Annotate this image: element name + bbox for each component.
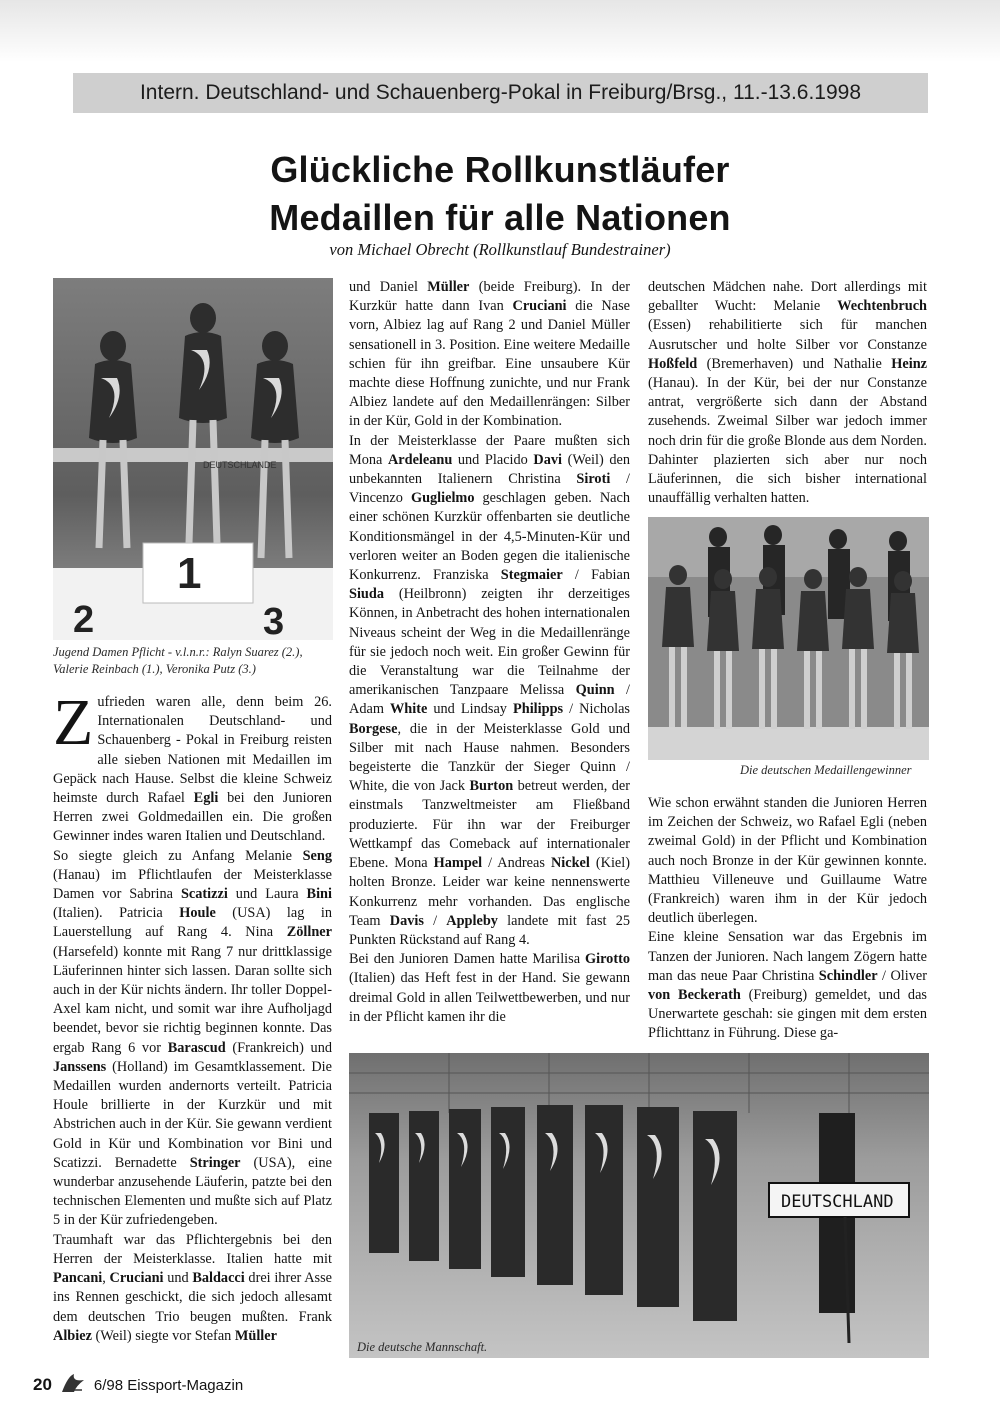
- headline-line-2: Medaillen für alle Nationen: [269, 197, 731, 238]
- article-column-3: [648, 278, 927, 508]
- podium-number-2: 2: [73, 599, 95, 640]
- page-footer: [33, 1372, 243, 1398]
- article-column-2: [349, 278, 630, 1027]
- event-banner: Intern. Deutschland- und Schauenberg-Pokal in Freiburg/Brsg., 11.-13.6.1998: [73, 73, 928, 113]
- medal-winners-photo: [648, 517, 929, 760]
- podium-caption-line-1: Jugend Damen Pflicht - v.l.n.r.: Ralyn Suarez (2.),: [53, 645, 303, 659]
- podium-number-3: 3: [263, 601, 285, 640]
- article-column-1: [53, 686, 332, 1346]
- drop-cap: Z: [53, 686, 94, 759]
- article-column-3-continued: [648, 794, 927, 1044]
- team-caption: Die deutsche Mannschaft.: [357, 1340, 488, 1354]
- team-photo: [349, 1053, 929, 1358]
- podium-caption: [53, 644, 338, 678]
- podium-caption-line-2: Valerie Reinbach (1.), Veronika Putz (3.): [53, 662, 256, 676]
- paragraph: und Daniel Müller (beide Freiburg). In der Kurzkür hatte dann Ivan Cruciani die Nase vorn, Albiez lag auf Rang 2 und Daniel Müller sensationell in 3. Position. Eine weitere Medaille schien für ihn greifbar. Eine unsaubere Kür machte diese Hoffnung zunichte, und nur Frank Albiez landete auf den Medaillenrängen: Silber in der Kür, Gold in der Kombination.: [349, 279, 631, 430]
- paragraph: Eine kleine Sensation war das Ergebnis im Tanzen der Junioren. Nach langem Zögern hatte man das neue Paar Christina Schindler / Oliver von Beckerath (Freiburg) gemeldet, und das Unerwartete geschah: sie gingen mit dem ersten Pflichttanz in Führung. Diese ga-: [648, 929, 927, 1042]
- paragraph: In der Meisterklasse der Paare mußten sich Mona Ardeleanu und Placido Davi (Weil) den unbekannten Italienern Christina Siroti / Vincenzo Guglielmo geschlagen geben. Nach einer schönen Kurzkür offenbarten sie deutliche Konditionsmängel in der 4,5-Minuten-Kür und verloren weiter an Boden gegen die italienische Konkurrenz. Franziska Stegmaier / Fabian Siuda (Heilbronn) zeigten ihr derzeitiges Können, in Anbetracht des hohen internationalen Niveaus scheint der Weg in die Medaillenränge für sie jedoch noch weit. Ein großer Gewinn für die Veranstaltung war die Teilnahme der amerikanischen Tanzpaare Melissa Quinn / Adam White und Lindsay Philipps / Nicholas Borgese, die in der Meisterklasse Gold und Silber mit nach Hause nahmen. Besonders begeisterte die Tanzkür der Sieger Quinn / White, die von Jack Burton betreut werden, der einstmals Tanzweltmeister am Fließband produzierte. Für ihn war der Freiburger Wettkampf das Comeback auf internationaler Ebene. Mona Hampel / Andreas Nickel (Kiel) holten Bronze. Leider war keine nennenswerte Konkurrenz mehr vorhanden. Das englische Team Davis / Appleby landete mit fast 25 Punkten Rückstand auf Rang 4.: [349, 432, 631, 948]
- paragraph: Zufrieden waren alle, denn beim 26. Internationalen Deutschland- und Schauenberg - Pokal in Freiburg reisten alle sieben Nationen mit Medaillen im Gepäck nach Hause. Selbst die kleine Schweiz heimste durch Rafael Egli bei den Junioren Herren zwei Goldmedaillen ein. Die großen Gewinner indes waren Italien und Deutschland.: [53, 686, 332, 845]
- byline: von Michael Obrecht (Rollkunstlauf Bundestrainer): [329, 240, 671, 259]
- paragraph: deutschen Mädchen nahe. Dort allerdings mit geballter Wucht: Melanie Wechtenbruch (Essen) rehabilitierte sich für manchen Ausrutscher und holte Silber vor Constanze Hoßfeld (Bremerhaven) und Nathalie Heinz (Hanau). In der Kür, bei der nur Constanze antrat, vergrößerte sich dann der Abstand zusehends. Zweimal Silber war jedoch immer noch drin für die große Blonde aus dem Norden. Dahinter plazierten sich aber nur noch Läuferinnen, die sich bisher international unauffällig verhalten hatten.: [648, 279, 927, 507]
- scan-top-band: [0, 0, 1000, 62]
- paragraph: Traumhaft war das Pflichtergebnis bei den Herren der Meisterklasse. Italien hatte mit Pancani, Cruciani und Baldacci drei ihrer Asse ins Rennen geschickt, die sich jedoch allesamt dem deutschen Trio beugen mußten. Frank Albiez (Weil) siegte vor Stefan Müller: [53, 1231, 332, 1344]
- issue-label: 6/98 Eissport-Magazin: [93, 1376, 244, 1394]
- headline: [60, 146, 940, 242]
- medal-winners-caption: Die deutschen Medaillengewinner: [740, 763, 912, 777]
- team-sign: DEUTSCHLAND: [781, 1192, 894, 1212]
- magazine-logo-icon: [60, 1372, 86, 1398]
- podium-banner-fragment: DEUTSCHLANDE: [203, 460, 277, 470]
- podium-number-1: 1: [177, 549, 202, 598]
- podium-photo: [53, 278, 333, 640]
- paragraph: Bei den Junioren Damen hatte Marilisa Girotto (Italien) das Heft fest in der Hand. Sie gewann dreimal Gold in allen Teilwettbewerben, und nur in der Pflicht kamen ihr die: [349, 951, 630, 1025]
- paragraph: So siegte gleich zu Anfang Melanie Seng (Hanau) im Pflichtlaufen der Meisterklasse Damen vor Sabrina Scatizzi und Laura Bini (Italien). Patricia Houle (USA) lag in Lauerstellung auf Rang 4. Nina Zöllner (Harsefeld) konnte mit Rang 7 nur drittklassige Läuferinnen hinter sich lassen. Daran sollte sich auch in der Kür nichts ändern. Ihr toller Doppel-Axel kam nicht, und somit war ihre Aufholjagd beendet, bevor sie richtig beginnen konnte. Das ergab Rang 6 vor Barascud (Frankreich) und Janssens (Holland) im Gesamtklassement. Die Medaillen wurden andernorts verteilt. Patricia Houle brillierte in der Kurzkür und mit Abstrichen auch in der Kür. Sie gewann verdient Gold in Kür und Kombination vor Bini und Scatizzi. Bernadette Stringer (USA), eine wunderbar anzusehende Läuferin, patzte bei den technischen Elementen und mußte sich auf Platz 5 in der Kür zufriedengeben.: [53, 847, 332, 1229]
- page-number: 20: [33, 1375, 52, 1394]
- paragraph: Wie schon erwähnt standen die Junioren Herren im Zeichen der Schweiz, wo Rafael Egli (neben zweimal Gold) in der Pflicht und Kombination auch noch Bronze in der Kür gewinnen konnte. Matthieu Villeneuve und Guillaume Watre (Frankreich) waren ihm in der Kür jedoch deutlich überlegen.: [648, 795, 927, 927]
- headline-line-1: Glückliche Rollkunstläufer: [270, 149, 730, 190]
